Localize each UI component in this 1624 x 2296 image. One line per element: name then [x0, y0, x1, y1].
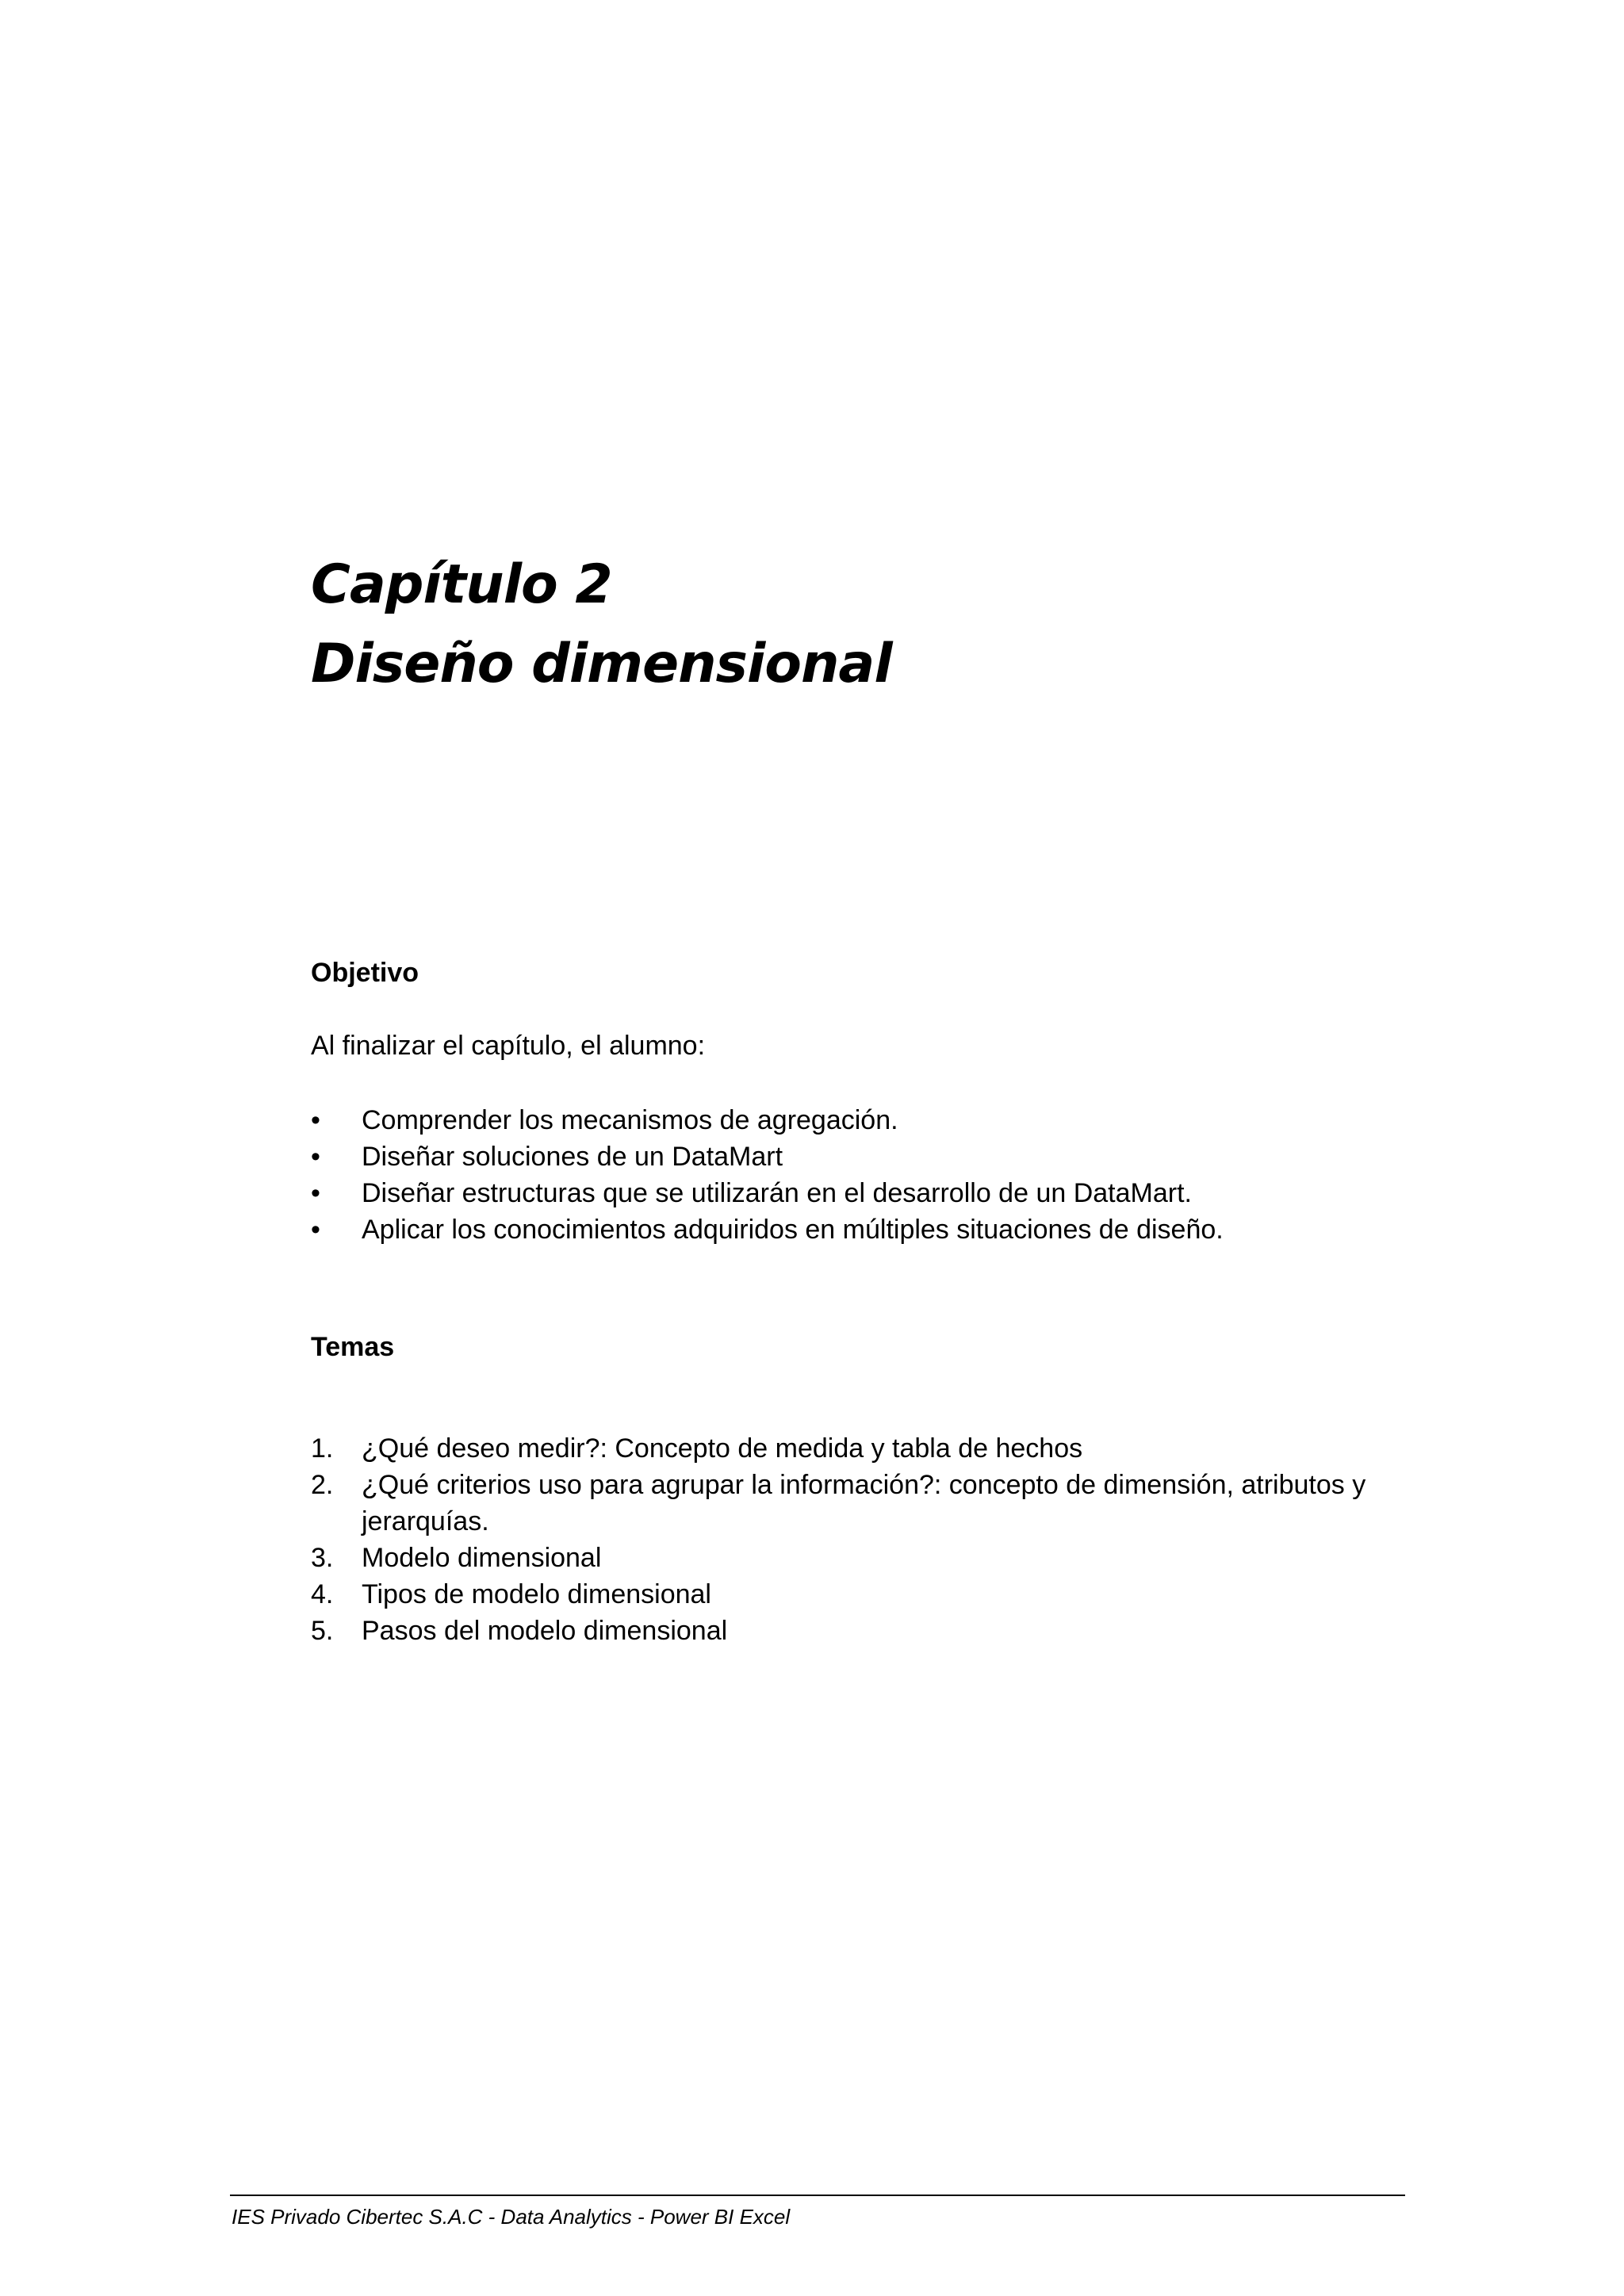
bullet-icon: •	[311, 1105, 320, 1135]
theme-number: 1.	[311, 1433, 334, 1464]
objective-item-text: Comprender los mecanismos de agregación.	[362, 1105, 898, 1135]
objective-item	[311, 1138, 1421, 1175]
objective-item-text: Diseñar soluciones de un DataMart	[362, 1142, 783, 1172]
theme-item	[311, 1576, 1421, 1613]
theme-text: Tipos de modelo dimensional	[362, 1579, 711, 1609]
chapter-number: Capítulo 2	[311, 553, 612, 616]
objective-item	[311, 1102, 1421, 1138]
themes-heading: Temas	[311, 1332, 395, 1362]
objective-item-text: Diseñar estructuras que se utilizarán en el desarrollo de un DataMart.	[362, 1178, 1192, 1208]
bullet-icon: •	[311, 1215, 320, 1245]
theme-item	[311, 1467, 1421, 1540]
objective-item	[311, 1175, 1421, 1211]
theme-number: 2.	[311, 1470, 334, 1500]
theme-number: 5.	[311, 1616, 334, 1646]
objective-item	[311, 1211, 1421, 1248]
objective-heading: Objetivo	[311, 958, 419, 988]
chapter-name: Diseño dimensional	[311, 633, 892, 695]
footer-text: IES Privado Cibertec S.A.C - Data Analytics - Power BI Excel	[232, 2205, 791, 2229]
bullet-icon: •	[311, 1178, 320, 1208]
themes-list	[311, 1430, 1421, 1649]
theme-item	[311, 1430, 1421, 1467]
theme-number: 4.	[311, 1579, 334, 1609]
objective-list	[311, 1102, 1421, 1248]
theme-text: Modelo dimensional	[362, 1543, 602, 1573]
theme-text: ¿Qué deseo medir?: Concepto de medida y tabla de hechos	[362, 1433, 1083, 1464]
footer-divider	[230, 2195, 1405, 2196]
theme-item	[311, 1613, 1421, 1649]
theme-text: ¿Qué criterios uso para agrupar la información?: concepto de dimensión, atributos y jerarquías.	[362, 1470, 1366, 1536]
theme-item	[311, 1540, 1421, 1576]
objective-intro: Al finalizar el capítulo, el alumno:	[311, 1031, 706, 1061]
bullet-icon: •	[311, 1142, 320, 1172]
chapter-title	[311, 545, 892, 704]
theme-number: 3.	[311, 1543, 334, 1573]
objective-item-text: Aplicar los conocimientos adquiridos en múltiples situaciones de diseño.	[362, 1215, 1224, 1245]
theme-text: Pasos del modelo dimensional	[362, 1616, 728, 1646]
